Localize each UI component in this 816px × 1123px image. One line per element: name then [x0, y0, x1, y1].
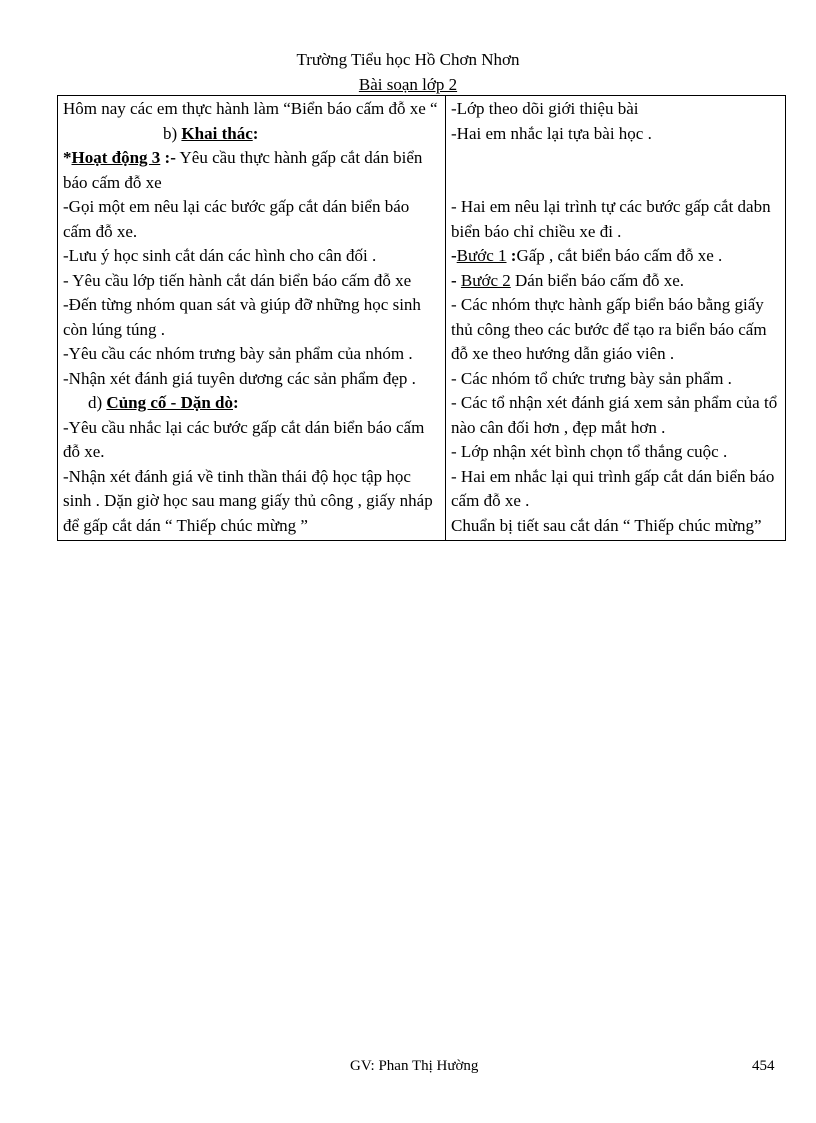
right-item: - Lớp nhận xét bình chọn tổ thắng cuộc . — [451, 442, 728, 461]
left-item: -Nhận xét đánh giá tuyên dương các sản phẩm đẹp . — [63, 368, 416, 388]
activity-3-text: Yêu cầu thực hành gấp cắt dán biển báo cấm đỗ xe — [63, 148, 423, 192]
right-item: - Hai em nhắc lại qui trình gấp cắt dán biển báo cấm đỗ xe . — [451, 466, 775, 510]
step-1-sep: : — [506, 246, 517, 265]
school-name: Trường Tiểu học Hồ Chơn Nhơn — [296, 50, 520, 69]
activity-3 — [63, 146, 441, 195]
right-item: -Lớp theo dõi giới thiệu bài — [451, 99, 639, 118]
blank-line — [451, 146, 781, 171]
right-item: - Các nhóm thực hành gấp biển báo bằng giấy thủ công theo các bước để tạo ra biển báo cấm đỗ xe theo hướng dẫn giáo viên . — [451, 295, 767, 363]
left-item: - Yêu cầu lớp tiến hành cắt dán biển báo cấm đỗ xe -Đến từng nhóm quan sát và giúp đỡ những học sinh còn lúng túng . — [63, 270, 421, 339]
activity-3-star: * — [63, 148, 72, 167]
right-item: - Các nhóm tổ chức trưng bày sản phẩm . — [451, 368, 732, 388]
page-number: 454 — [752, 1058, 775, 1074]
right-item: - Hai em nêu lại trình tự các bước gấp cắt dabn biển báo chỉ chiều xe đi . — [451, 197, 771, 241]
step-1-prefix: - — [451, 246, 457, 265]
subtitle-text: Bài soạn lớp 2 — [358, 75, 458, 94]
section-b-prefix: b) — [163, 123, 182, 143]
step-2-label: Bước 2 — [460, 270, 511, 290]
left-item: -Yêu cầu các nhóm trưng bày sản phẩm của nhóm . — [63, 344, 413, 363]
blank-line — [451, 171, 781, 196]
teacher-name: GV: Phan Thị Hường — [350, 1058, 479, 1074]
activity-3-sep: :- — [160, 148, 176, 167]
section-d-title: Củng cố - Dặn dò — [106, 393, 234, 412]
step-1 — [451, 244, 781, 269]
section-d-suffix: : — [233, 393, 239, 412]
activity-3-title: Hoạt động 3 — [71, 148, 161, 167]
step-1-label: Bước 1 — [456, 246, 507, 265]
step-2-prefix: - — [451, 270, 461, 290]
left-item: -Gọi một em nêu lại các bước gấp cắt dán biển báo cấm đỗ xe. — [63, 197, 410, 241]
table-row — [58, 96, 786, 541]
left-item: -Nhận xét đánh giá về tinh thần thái độ học tập học sinh . Dặn giờ học sau mang giấy thủ công , giấy nháp để gấp cắt dán “ Thiếp chúc mừng ” — [63, 466, 433, 535]
document-subtitle — [0, 75, 816, 95]
section-b-heading — [63, 122, 441, 147]
step-1-text: Gấp , cắt biển báo cấm đỗ xe . — [516, 246, 723, 265]
right-item: Chuẩn bị tiết sau cắt dán “ Thiếp chúc mừng” — [451, 515, 762, 535]
intro-text: Hôm nay các em thực hành làm “Biển báo cấm đỗ xe “ — [63, 99, 438, 118]
section-d-prefix: d) — [88, 393, 107, 412]
right-item: - Các tổ nhận xét đánh giá xem sản phẩm của tổ nào cân đối hơn , đẹp mắt hơn . — [451, 393, 778, 437]
lesson-table — [57, 95, 786, 541]
step-2 — [451, 269, 781, 294]
section-b-title: Khai thác — [181, 123, 253, 143]
right-item: -Hai em nhắc lại tựa bài học . — [451, 123, 652, 143]
left-item: -Yêu cầu nhắc lại các bước gấp cắt dán biển báo cấm đỗ xe. — [63, 417, 425, 461]
student-column — [446, 96, 786, 541]
section-b-suffix: : — [252, 123, 259, 143]
step-2-text: Dán biển báo cấm đỗ xe. — [510, 270, 685, 290]
teacher-column — [58, 96, 446, 541]
left-item: -Lưu ý học sinh cắt dán các hình cho cân đối . — [63, 246, 377, 265]
section-d-heading — [63, 391, 441, 416]
